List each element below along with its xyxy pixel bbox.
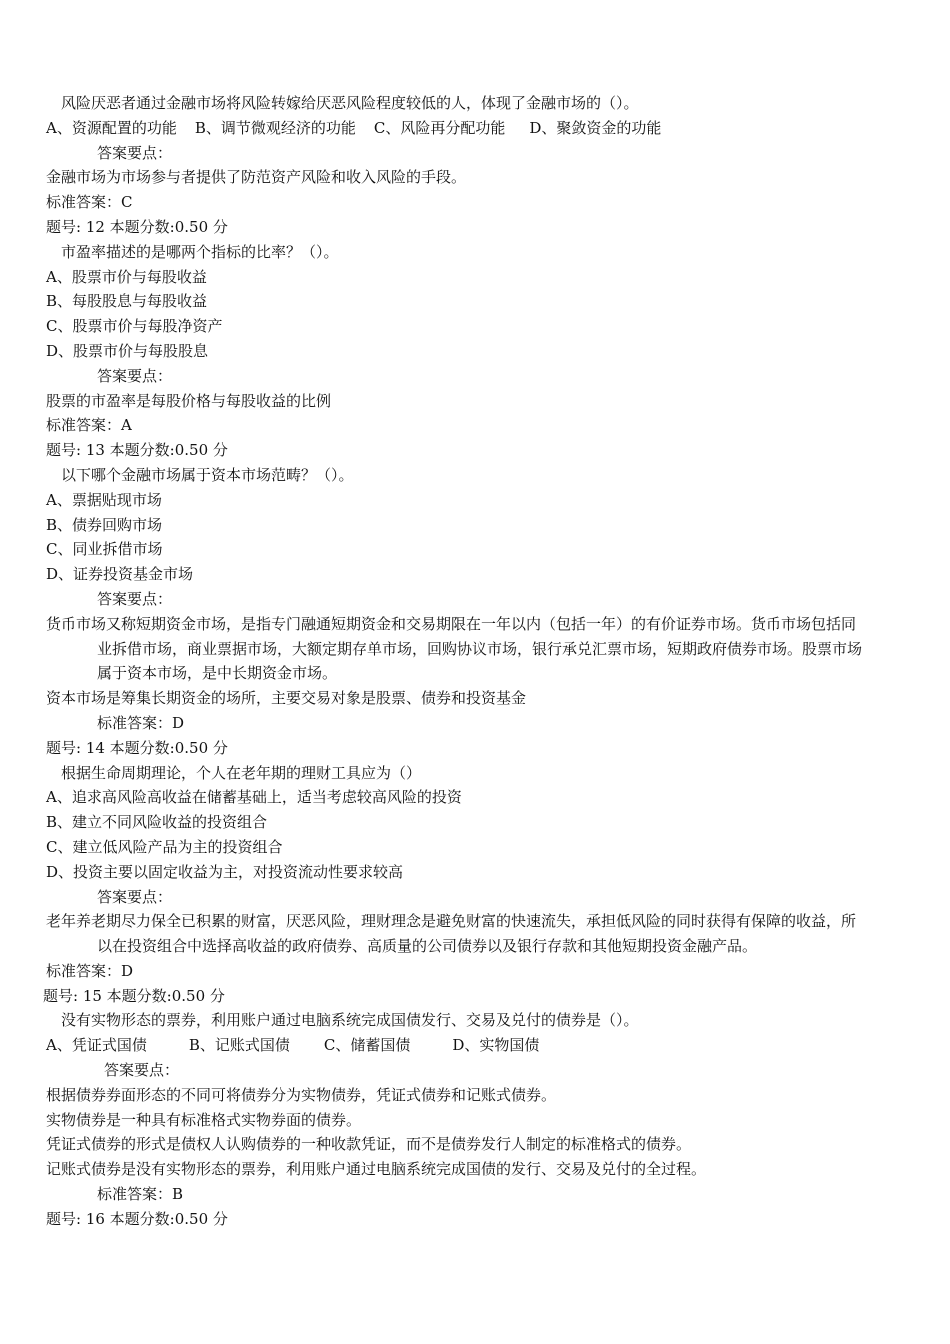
question-options bbox=[0, 116, 950, 141]
option-a: A、股票市价与每股收益 bbox=[46, 267, 207, 286]
answer-key-text: 金融市场为市场参与者提供了防范资产风险和收入风险的手段。 bbox=[46, 168, 467, 187]
option-a: A、追求高风险高收益在储蓄基础上，适当考虑较高风险的投资 bbox=[46, 788, 462, 807]
answer-key-label: 答案要点： bbox=[97, 887, 173, 906]
answer-key-text: 股票的市盈率是每股价格与每股收益的比例 bbox=[46, 391, 332, 410]
question-stem: 没有实物形态的票券，利用账户通过电脑系统完成国债发行、交易及兑付的债券是（）。 bbox=[61, 1011, 639, 1030]
option-d: D、股票市价与每股股息 bbox=[46, 341, 209, 360]
option-b: B、调节微观经济的功能 bbox=[194, 118, 356, 137]
option-d: D、实物国债 bbox=[452, 1036, 540, 1055]
document-page bbox=[0, 91, 950, 1232]
answer-key-text: 记账式债券是没有实物形态的票券，利用账户通过电脑系统完成国债的发行、交易及兑付的全过程。 bbox=[46, 1160, 707, 1179]
answer-key-text: 实物债券是一种具有标准格式实物券面的债券。 bbox=[46, 1110, 362, 1129]
question-header: 题号: 12 本题分数:0.50 分 bbox=[46, 217, 228, 236]
option-a: A、凭证式国债 bbox=[46, 1036, 147, 1055]
option-b: B、记账式国债 bbox=[188, 1036, 290, 1055]
option-a: A、资源配置的功能 bbox=[46, 118, 177, 137]
option-c: C、储蓄国债 bbox=[323, 1036, 411, 1055]
option-b: B、建立不同风险收益的投资组合 bbox=[46, 813, 268, 832]
option-d: D、证券投资基金市场 bbox=[46, 565, 194, 584]
question-stem: 风险厌恶者通过金融市场将风险转嫁给厌恶风险程度较低的人，体现了金融市场的（）。 bbox=[61, 94, 639, 112]
option-c: C、同业拆借市场 bbox=[46, 540, 163, 559]
answer-key-label: 答案要点： bbox=[104, 1061, 180, 1080]
answer-key-text: 根据债券券面形态的不同可将债券分为实物债券，凭证式债券和记账式债券。 bbox=[46, 1085, 557, 1104]
standard-answer: 标准答案：A bbox=[46, 416, 132, 435]
option-d: D、投资主要以固定收益为主，对投资流动性要求较高 bbox=[46, 862, 404, 881]
question-header: 题号: 16 本题分数:0.50 分 bbox=[46, 1209, 228, 1228]
option-a: A、票据贴现市场 bbox=[46, 490, 162, 509]
question-stem: 以下哪个金融市场属于资本市场范畴？（）。 bbox=[61, 465, 354, 484]
standard-answer: 标准答案：C bbox=[46, 193, 133, 212]
option-c: C、股票市价与每股净资产 bbox=[46, 317, 223, 336]
option-d: D、聚敛资金的功能 bbox=[529, 118, 662, 137]
option-c: C、建立低风险产品为主的投资组合 bbox=[46, 837, 283, 856]
answer-key-label: 答案要点： bbox=[97, 366, 173, 385]
question-header: 题号: 14 本题分数:0.50 分 bbox=[46, 738, 228, 757]
answer-key-text: 老年养老期尽力保全已积累的财富，厌恶风险，理财理念是避免财富的快速流失，承担低风险的同时获得有保障的收益，所以在投资组合中选择高收益的政府债券、高质量的公司债券以及银行存款和其他短期投资金融产品。 bbox=[46, 912, 857, 956]
option-c: C、风险再分配功能 bbox=[373, 118, 506, 137]
option-b: B、债券回购市场 bbox=[46, 515, 163, 534]
answer-key-text: 货币市场又称短期资金市场，是指专门融通短期资金和交易期限在一年以内（包括一年）的有价证券市场。货币市场包括同业拆借市场，商业票据市场，大额定期存单市场，回购协议市场，银行承兑汇票市场，短期政府债券市场。股票市场属于资本市场，是中长期资金市场。 bbox=[46, 614, 863, 683]
answer-key-label: 答案要点： bbox=[97, 589, 173, 608]
standard-answer: 标准答案：D bbox=[97, 713, 185, 732]
answer-key-label: 答案要点： bbox=[97, 143, 173, 162]
question-header: 题号: 15 本题分数:0.50 分 bbox=[43, 986, 225, 1005]
answer-key-text: 凭证式债券的形式是债权人认购债券的一种收款凭证，而不是债券发行人制定的标准格式的债券。 bbox=[46, 1135, 692, 1154]
question-stem: 市盈率描述的是哪两个指标的比率？（）。 bbox=[61, 242, 339, 261]
question-header: 题号: 13 本题分数:0.50 分 bbox=[46, 441, 228, 460]
standard-answer: 标准答案：B bbox=[97, 1185, 184, 1204]
option-b: B、每股股息与每股收益 bbox=[46, 292, 208, 311]
standard-answer: 标准答案：D bbox=[46, 961, 134, 980]
question-stem: 根据生命周期理论，个人在老年期的理财工具应为（） bbox=[61, 763, 422, 782]
question-options bbox=[0, 1033, 950, 1058]
answer-key-text: 资本市场是筹集长期资金的场所，主要交易对象是股票、债券和投资基金 bbox=[46, 689, 527, 708]
